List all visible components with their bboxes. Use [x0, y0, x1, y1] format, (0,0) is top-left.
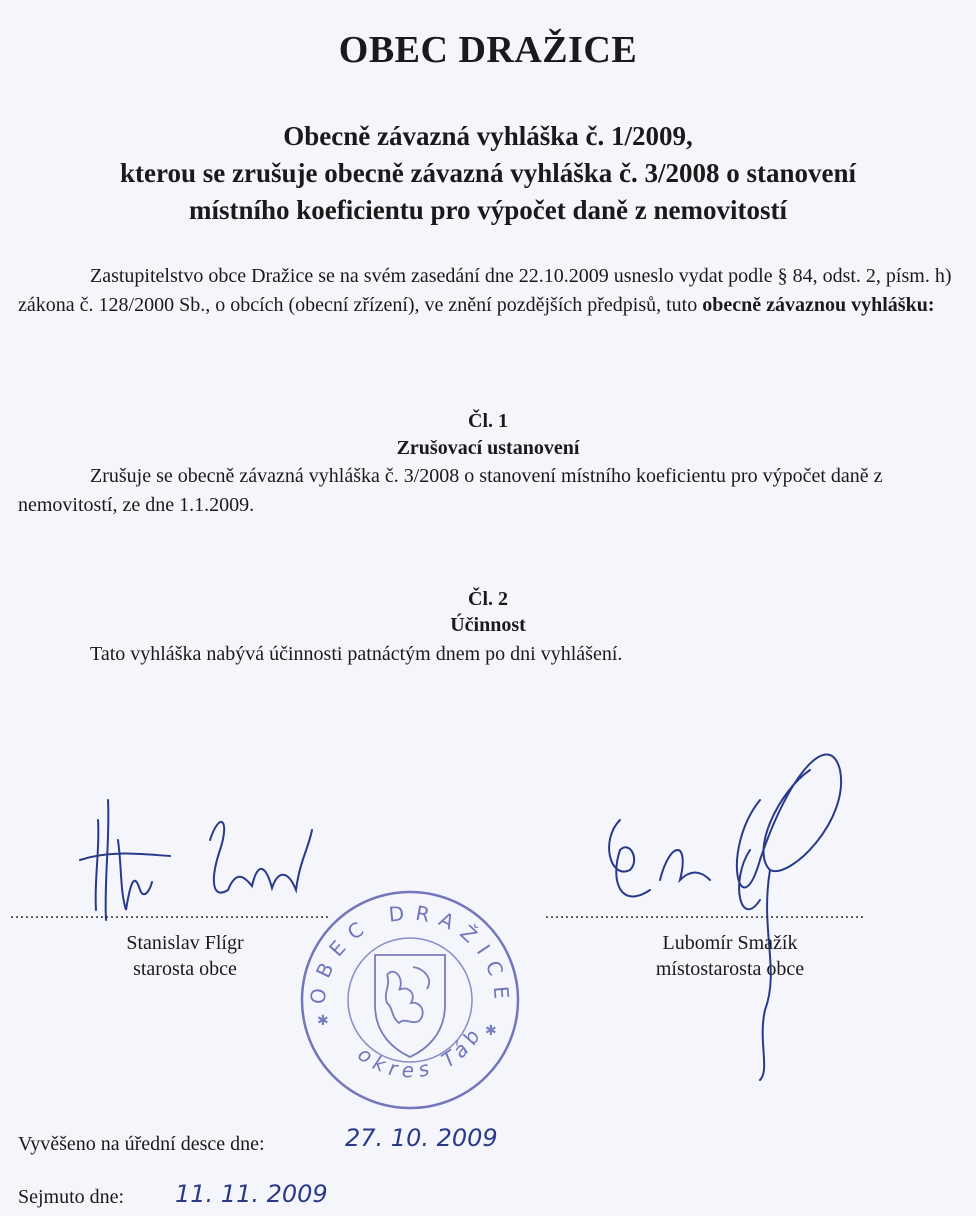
stamp-coat-of-arms	[375, 955, 445, 1057]
right-signatory-role: místostarosta obce	[655, 958, 805, 980]
official-stamp	[285, 866, 525, 1115]
article-1-number: Čl. 1	[468, 410, 508, 432]
right-signatory-name: Lubomír Smažík	[662, 932, 798, 954]
stamp-bottom-text: okres Tábor	[285, 866, 488, 1083]
article-1-heading: Zrušovací ustanovení	[396, 437, 580, 459]
stamp-star-right-icon: ✱	[485, 1024, 497, 1039]
document-subtitle	[20, 118, 956, 229]
left-signatory-name: Stanislav Flígr	[126, 932, 244, 954]
intro-text: Zastupitelstvo obce Dražice se na svém zasedání dne 22.10.2009 usneslo vydat podle § 84, odst. 2, písm. h) zákona č. 128/2000 Sb., o obcích (obecní zřízení), ve znění pozdějších předpisů, tuto	[18, 265, 952, 316]
right-signatory	[600, 930, 860, 982]
stamp-top-text: OBEC DRAŽICE	[305, 900, 515, 1010]
document-title: OBEC DRAŽICE	[338, 29, 638, 71]
subtitle-line-2: kterou se zrušuje obecně závazná vyhláška č. 3/2008 o stanovení	[120, 158, 856, 188]
removed-date: 11. 11. 2009	[175, 1180, 328, 1208]
article-1-text: Zrušuje se obecně závazná vyhláška č. 3/2008 o stanovení místního koeficientu pro výpočet daně z nemovitostí, ze dne 1.1.2009.	[18, 465, 883, 516]
left-signature-line: ................................................................	[10, 905, 330, 922]
subtitle-line-1: Obecně závazná vyhláška č. 1/2009,	[283, 121, 693, 151]
article-2-text: Tato vyhláška nabývá účinnosti patnáctým dnem po dni vyhlášení.	[90, 643, 623, 665]
posted-label: Vyvěšeno na úřední desce dne:	[18, 1133, 265, 1155]
article-2-heading: Účinnost	[450, 614, 526, 636]
removed-label: Sejmuto dne:	[18, 1186, 125, 1208]
left-signatory	[60, 930, 310, 982]
right-signature-line: ................................................................	[545, 905, 865, 922]
stamp-star-left-icon: ✱	[317, 1014, 329, 1029]
left-signatory-role: starosta obce	[133, 958, 237, 980]
intro-paragraph	[18, 262, 964, 320]
article-2-number: Čl. 2	[468, 588, 508, 610]
posted-date: 27. 10. 2009	[345, 1124, 498, 1152]
subtitle-line-3: místního koeficientu pro výpočet daně z nemovitostí	[189, 195, 787, 225]
intro-bold: obecně závaznou vyhlášku:	[702, 294, 935, 316]
